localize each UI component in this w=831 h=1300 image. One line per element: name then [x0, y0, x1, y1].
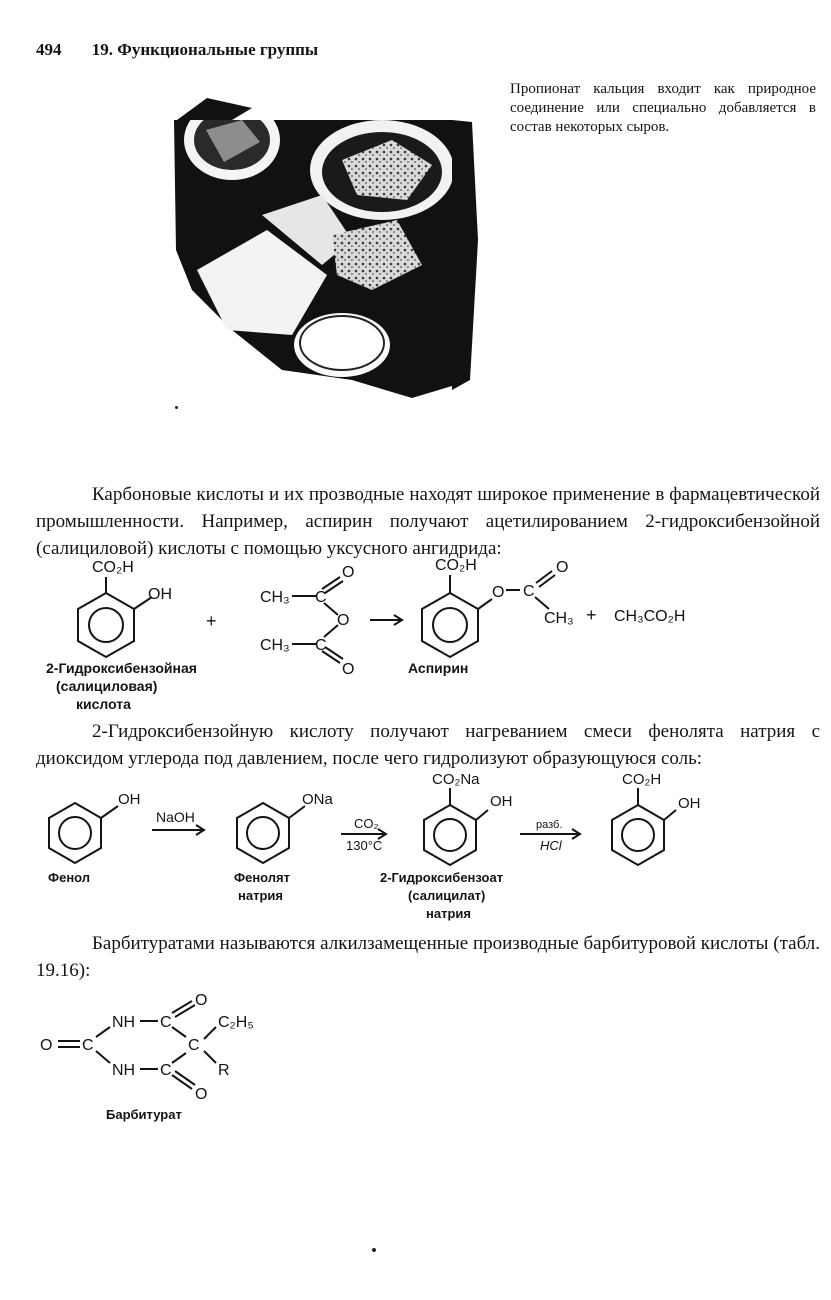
barb-c-center: C [188, 1037, 200, 1054]
salicylate-name-2: (салицилат) [408, 888, 486, 903]
kolbe-synthesis-scheme [30, 770, 800, 930]
barb-c-top: C [160, 1014, 172, 1031]
page-header [36, 40, 318, 60]
aspirin-o-carbonyl: O [556, 559, 569, 576]
hcl-reagent: HCl [540, 838, 562, 853]
barb-o-left: O [40, 1037, 53, 1054]
page-dot [372, 1248, 376, 1252]
plus-sign: + [206, 611, 217, 631]
product-co2h: CO₂H [622, 771, 662, 788]
naoh-reagent: NaOH [156, 809, 195, 825]
salicylate-name-3: натрия [426, 906, 471, 921]
o-label-bottom: O [342, 661, 355, 678]
salicylate-ring [424, 805, 476, 865]
ch3-label-bottom: CH₃ [260, 637, 290, 654]
ch3-label-top: CH₃ [260, 589, 290, 606]
aromatic-circle-1 [89, 608, 123, 642]
chapter-title: 19. Функциональные группы [91, 40, 319, 59]
salicylic-name-3: кислота [76, 696, 131, 712]
co2na-label: CO₂Na [432, 771, 480, 788]
product-oh: OH [678, 795, 701, 812]
phenol-oh: OH [118, 791, 141, 808]
paragraph-1-text: Карбоновые кислоты и их прозводные находят широкое применение в фармацевтической промышленности. Например, аспирин получают ацетилированием 2-гидроксибензойной (салициловой) кислоты с помощью уксусного ангидрида: [36, 484, 820, 559]
aspirin-ch3-label: CH₃ [544, 610, 574, 627]
aspirin-name: Аспирин [408, 660, 469, 676]
c-label-bottom: C [315, 637, 327, 654]
salicylic-ring-2 [612, 805, 664, 865]
aspirin-o-label: O [492, 584, 505, 601]
cheese-photo [172, 80, 490, 410]
barbiturate-structure [40, 985, 300, 1125]
salicylate-name-1: 2-Гидроксибензоат [380, 870, 504, 885]
barb-o-bottom: O [195, 1086, 208, 1103]
page-number: 494 [36, 40, 62, 59]
temperature: 130°C [346, 838, 383, 853]
phenolate-name-1: Фенолят [234, 870, 291, 885]
barb-c-bottom: C [160, 1062, 172, 1079]
paragraph-1 [36, 481, 820, 562]
paragraph-2-text: 2-Гидроксибензойную кислоту получают нагреванием смеси фенолята натрия с диоксидом углерода под давлением, после чего гидролизуют образующуюся соль: [36, 721, 820, 769]
c-label-top: C [315, 589, 327, 606]
barb-nh-bottom: NH [112, 1062, 136, 1079]
barb-o-top: O [195, 992, 208, 1009]
aspirin-c-label: C [523, 583, 535, 600]
phenolate-ring [237, 803, 289, 863]
barb-r: R [218, 1062, 230, 1079]
photo-caption: Пропионат кальция входит как природное соединение или специально добавляется в состав некоторых сыров. [510, 81, 816, 135]
benzene-ring-1 [78, 593, 134, 657]
paragraph-3-text: Барбитуратами называются алкилзамещенные производные барбитуровой кислоты (табл. 19.16): [36, 933, 820, 981]
acetic-acid-label: CH₃CO₂H [614, 608, 686, 625]
paragraph-2 [36, 718, 820, 772]
o-label-top: O [342, 564, 355, 581]
barb-nh-top: NH [112, 1014, 136, 1031]
salicylic-name-1: 2-Гидроксибензойная [46, 660, 197, 676]
phenolate-name-2: натрия [238, 888, 283, 903]
barb-c-left: C [82, 1037, 94, 1054]
co2h-label: CO₂H [92, 559, 134, 576]
dilute-label: разб. [536, 819, 563, 831]
phenolate-ona: ONa [302, 791, 333, 808]
plus-sign-2: + [586, 605, 597, 625]
barbiturate-name: Барбитурат [106, 1107, 182, 1122]
phenol-name: Фенол [48, 870, 91, 885]
aromatic-circle-2 [433, 608, 467, 642]
aspirin-co2h-label: CO₂H [435, 557, 477, 574]
benzene-ring-2 [422, 593, 478, 657]
aspirin-synthesis-scheme [30, 555, 800, 715]
paragraph-3 [36, 930, 820, 984]
co2-reagent: CO₂ [354, 816, 379, 831]
oh-label: OH [148, 586, 172, 603]
o-label-bridge: O [337, 612, 350, 629]
salicylate-oh: OH [490, 793, 513, 810]
speck-mark [175, 406, 178, 409]
phenol-ring [49, 803, 101, 863]
salicylic-name-2: (салициловая) [56, 678, 158, 694]
barb-c2h5: C₂H₅ [218, 1014, 254, 1031]
